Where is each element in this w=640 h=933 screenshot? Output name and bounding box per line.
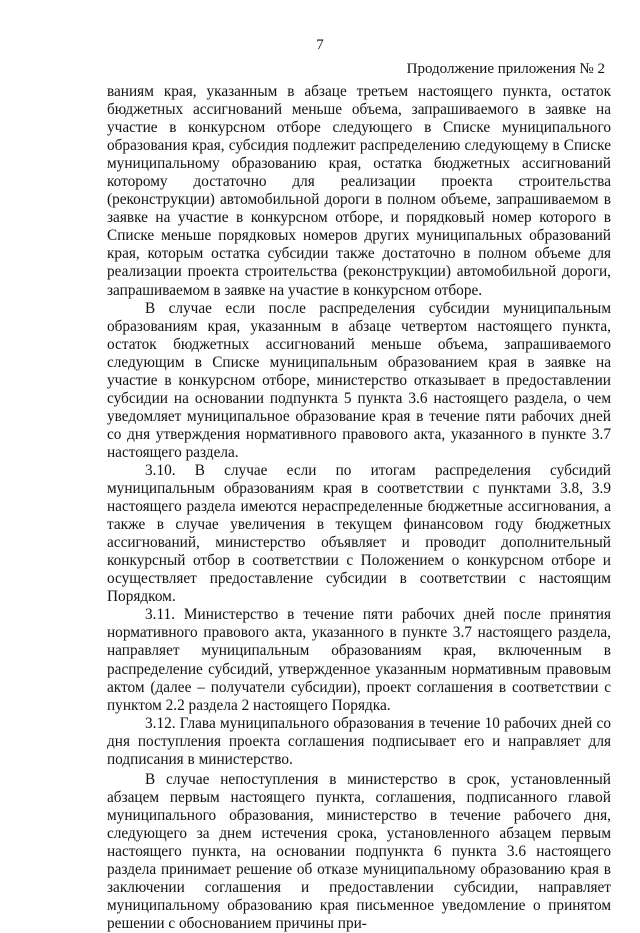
- document-body: [107, 83, 611, 933]
- page-number: 7: [316, 37, 324, 53]
- appendix-continuation-note: Продолжение приложения № 2: [406, 61, 605, 77]
- paragraph-3-11: 3.11. Министерство в течение пяти рабочих дней после принятия нормативного правового акта, указанного в пункте 3.7 настоящего раздела, направляет муниципальным образованиям края, включенным в распределение субсидий, утвержденное указанным нормативным правовым актом (далее – получатели субсидии), проект соглашения в соответствии с пунктом 2.2 раздела 2 настоящего Порядка.: [107, 606, 611, 714]
- paragraph-non-receipt: В случае непоступления в министерство в срок, установленный абзацем первым настоящего пункта, соглашения, подписанного главой муниципального образования, министерство в течение рабочего дня, следующего за днем истечения срока, установленного абзацем первым настоящего пункта, на основании подпункта 6 пункта 3.6 настоящего раздела принимает решение об отказе муниципальному образованию края в заключении соглашения и предоставлении субсидии, направляет муниципальному образованию края письменное уведомление о принятом решении с обоснованием причины при-: [107, 770, 611, 933]
- paragraph-continued: ваниям края, указанным в абзаце третьем настоящего пункта, остаток бюджетных ассигнований меньше объема, запрашиваемого в заявке на участие в конкурсном отборе следующего в Списке муниципального образования края, субсидия подлежит распределению следующему в Списке муниципальному образованию края, остатка бюджетных ассигнований которому достаточно для реализации проекта строительства (реконструкции) автомобильной дороги в полном объеме, запрашиваемом в заявке на участие в конкурсном отборе, и порядковый номер которого в Списке меньше порядковых номеров других муниципальных образований края, которым остатка субсидии также достаточно в полном объеме для реализации проекта строительства (реконструкции) автомобильной дороги, запрашиваемом в заявке на участие в конкурсном отборе.: [107, 83, 611, 299]
- paragraph-3-12: 3.12. Глава муниципального образования в течение 10 рабочих дней со дня поступления проекта соглашения подписывает его и направляет для подписания в министерство.: [107, 714, 611, 768]
- paragraph-distribution-refusal: В случае если после распределения субсидии муниципальным образованиям края, указанным в абзаце четвертом настоящего пункта, остаток бюджетных ассигнований меньше объема, запрашиваемого следующим в Списке муниципальным образованием края в заявке на участие в конкурсном отборе, министерство отказывает в предоставлении субсидии на основании подпункта 5 пункта 3.6 настоящего раздела, о чем уведомляет муниципальное образование края в течение пяти рабочих дней со дня утверждения нормативного правового акта, указанного в пункте 3.7 настоящего раздела.: [107, 299, 611, 461]
- paragraph-3-10: 3.10. В случае если по итогам распределения субсидий муниципальным образованиям края в соответствии с пунктами 3.8, 3.9 настоящего раздела имеются нераспределенные бюджетные ассигнования, а также в случае увеличения в текущем финансовом году бюджетных ассигнований, министерство объявляет и проводит дополнительный конкурсный отбор в соответствии с Положением о конкурсном отборе и осуществляет предоставление субсидии в соответствии с настоящим Порядком.: [107, 461, 611, 606]
